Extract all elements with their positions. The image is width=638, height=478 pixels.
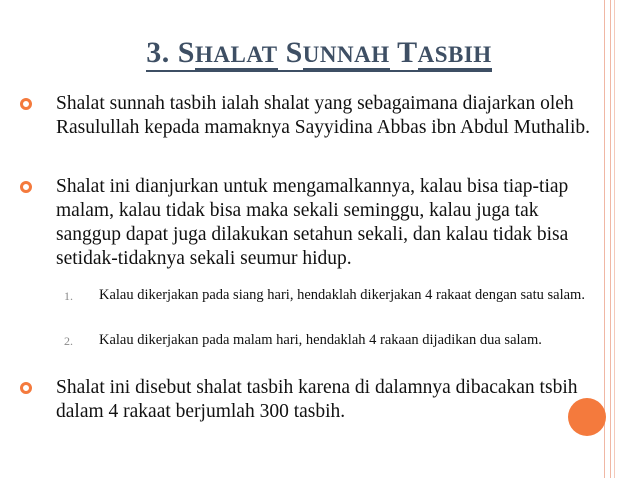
subitem-number: 2. [64, 334, 73, 348]
title-number: 3. [146, 36, 170, 72]
decorative-rule [610, 0, 611, 478]
title-word-rest: ASBIH [418, 42, 492, 70]
bullet-item: Shalat ini dianjurkan untuk mengamalkannya, kalau bisa tiap-tiap malam, kalau tidak bisa maka sekali seminggu, kalau juga tak sanggup dapat juga dilakukan setahun sekali, dan kalau tidak bisa setidak-tidaknya sekali seumur hidup. [56, 176, 569, 269]
title-initial: T [397, 36, 418, 72]
title-word-rest: UNNAH [303, 42, 390, 70]
bullet-item: Shalat ini disebut shalat tasbih karena di dalamnya dibacakan tsbih dalam 4 rakaat berjumlah 300 tasbih. [56, 377, 578, 422]
subitem-number: 1. [64, 289, 73, 303]
slide-title-text [146, 36, 491, 72]
title-initial: S [286, 36, 303, 72]
decorative-rule [614, 0, 615, 478]
subitem-text: Kalau dikerjakan pada malam hari, hendaklah 4 rakaan dijadikan dua salam. [99, 332, 542, 348]
bullet-item: Shalat sunnah tasbih ialah shalat yang sebagaimana diajarkan oleh Rasulullah kepada mamaknya Sayyidina Abbas ibn Abdul Muthalib. [56, 93, 591, 138]
ring-bullet-icon [20, 181, 32, 193]
ring-bullet-icon [20, 382, 32, 394]
title-word-rest: HALAT [195, 42, 278, 70]
slide-title [0, 36, 638, 70]
decorative-rule [604, 0, 605, 478]
ring-bullet-icon [20, 98, 32, 110]
subitem-text: Kalau dikerjakan pada siang hari, hendaklah dikerjakan 4 rakaat dengan satu salam. [99, 287, 585, 303]
title-initial: S [178, 36, 195, 72]
